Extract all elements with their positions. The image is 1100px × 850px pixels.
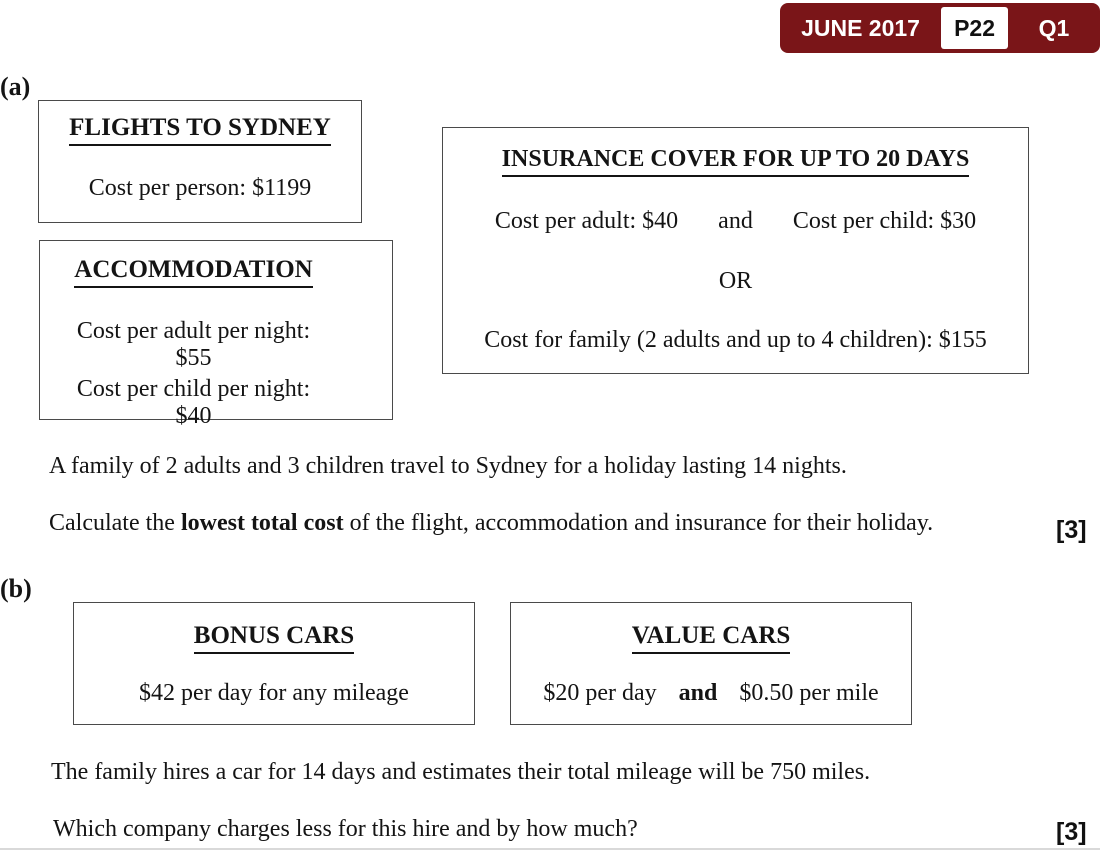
instruction-bold-phrase: lowest total cost — [180, 510, 344, 536]
insurance-child-cost: Cost per child: $30 — [792, 208, 977, 234]
part-a-marks: [3] — [1056, 516, 1087, 544]
value-cars-day-rate: $20 per day — [543, 680, 657, 706]
insurance-or-label: OR — [718, 268, 753, 294]
part-b-marks: [3] — [1056, 818, 1087, 846]
insurance-info-box — [442, 127, 1029, 374]
flights-box-title: FLIGHTS TO SYDNEY — [69, 114, 331, 146]
part-b-label: (b) — [0, 574, 32, 603]
part-b-sentence: The family hires a car for 14 days and estimates their total mileage will be 750 miles. — [51, 759, 871, 785]
part-a-label: (a) — [0, 72, 31, 101]
badge-session-label: JUNE 2017 — [801, 14, 920, 41]
instruction-prefix: Calculate the — [49, 510, 181, 536]
accommodation-child-line: Cost per child per night: $40 — [76, 376, 311, 429]
accommodation-box-title: ACCOMMODATION — [74, 256, 312, 288]
insurance-per-person-line — [443, 208, 1028, 235]
accommodation-adult-line: Cost per adult per night: $55 — [76, 318, 311, 371]
part-a-sentence: A family of 2 adults and 3 children travel to Sydney for a holiday lasting 14 nights. — [49, 453, 847, 479]
question-reference-badge — [780, 3, 1100, 53]
value-cars-mile-rate: $0.50 per mile — [739, 680, 879, 706]
instruction-suffix: of the flight, accommodation and insurance for their holiday. — [343, 510, 934, 536]
value-cars-conjunction: and — [678, 680, 718, 706]
bonus-cars-title-row — [74, 622, 474, 654]
insurance-adult-cost: Cost per adult: $40 — [494, 208, 679, 234]
badge-question-number: Q1 — [1038, 14, 1070, 41]
badge-paper-chip: P22 — [941, 7, 1008, 49]
part-a-instruction — [49, 510, 933, 537]
bonus-cars-box — [73, 602, 475, 725]
part-b-question: Which company charges less for this hire and by how much? — [53, 816, 638, 842]
accommodation-box-title-row — [57, 256, 330, 288]
insurance-box-title-row — [443, 146, 1028, 177]
insurance-family-cost-line: Cost for family (2 adults and up to 4 children): $155 — [484, 327, 987, 353]
bonus-cars-rate-line: $42 per day for any mileage — [139, 680, 409, 706]
value-cars-title: VALUE CARS — [632, 622, 791, 654]
insurance-conjunction: and — [718, 208, 753, 234]
value-cars-rate-line — [511, 680, 911, 707]
flights-info-box — [38, 100, 362, 223]
value-cars-title-row — [511, 622, 911, 654]
bonus-cars-title: BONUS CARS — [194, 622, 354, 654]
insurance-box-title: INSURANCE COVER FOR UP TO 20 DAYS — [502, 146, 970, 177]
accommodation-info-box — [39, 240, 393, 429]
value-cars-box — [510, 602, 912, 725]
flights-box-title-row — [39, 114, 361, 146]
flights-cost-line: Cost per person: $1199 — [88, 175, 312, 201]
